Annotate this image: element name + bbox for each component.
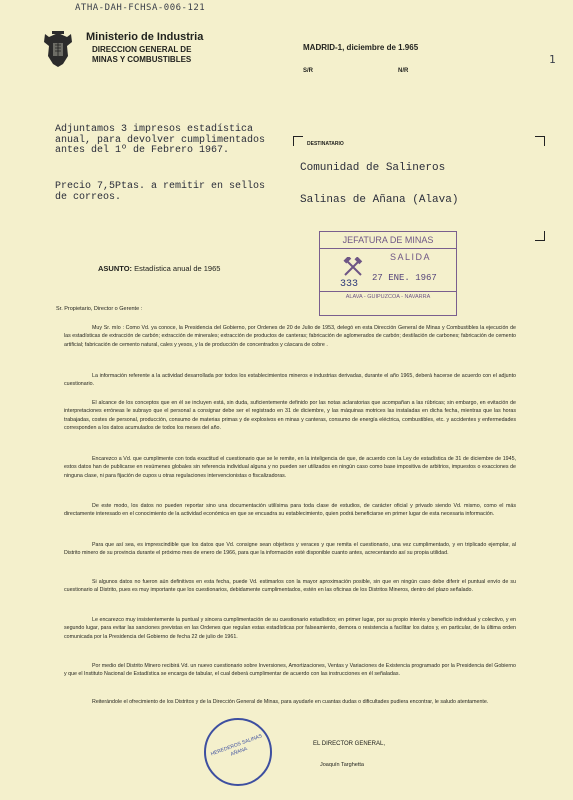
price-note-line-2: de correos.	[55, 192, 122, 203]
enclosure-note-line-2: anual, para devolver cumplimentados	[55, 134, 266, 146]
salutation: Sr. Propietario, Director o Gerente :	[56, 306, 143, 312]
seal-text: HEREDEROS SALINAS AÑANA	[210, 733, 264, 758]
archive-reference: ATHA-DAH-FCHSA-006-121	[75, 3, 206, 13]
paragraph-6: Para que así sea, es imprescindible que los datos que Vd. consigne sean objetivos y veraces y que remita el cuestionario, una vez cumplimentado, y en triplicado ejemplar, al Distrito minero de su provincia durante el próximo mes de enero de 1966, para que la información esté disponible cuanto antes, acrecentando así su propia utilidad.	[64, 542, 516, 557]
paragraph-4: Encarezco a Vd. que cumplimente con toda exactitud el cuestionario que se le remite, en la inteligencia de que, de acuerdo con la Ley de estadística de 31 de diciembre de 1945, estos datos han de publicarse en resúmenes globales sin referencia individual alguna y no pueden ser utilizados en ningún caso como base impositiva de arbitrios, impuestos o exacciones de ninguna clase, ni para fijación de cupos u otras regulaciones intervencionistas o fiscalizadoras.	[64, 456, 516, 479]
enclosure-note	[55, 125, 265, 157]
subject-label: ASUNTO:	[98, 264, 133, 273]
paragraph-5: De este modo, los datos no pueden reportar sino una documentación utilísima para toda clase de estudios, de carácter oficial y privado siendo Vd. mismo, como el más directamente interesado en el conocimiento de la actividad económica en que se encuadra su establecimiento, quien podrá beneficiarse en primer lugar de esta necesaria información.	[64, 503, 516, 518]
recipient-line-2: Salinas de Añana (Alava)	[300, 194, 459, 206]
department-line-1: DIRECCION GENERAL DE	[92, 45, 192, 54]
sr-label: S/R	[303, 68, 314, 74]
nr-label: N/R	[398, 68, 409, 74]
paragraph-9: Por medio del Distrito Minero recibirá Vd. un nuevo cuestionario sobre Inversiones, Amortizaciones, Ventas y Variaciones de Existencia programado por la Presidencia del Gobierno y que el Instituto Nacional de Estadística se encarga de tabular, el cual deberá cumplimentar de acuerdo con las instrucciones en él señaladas.	[64, 663, 516, 678]
subject-text: Estadística anual de 1965	[134, 264, 221, 273]
recipient-corner-top-left	[293, 136, 303, 146]
paragraph-10: Reiterándole el ofrecimiento de los Distritos y de la Dirección General de Minas, para ayudarle en cuantas dudas o dificultades pudiera encontrar, le saludo atentamente.	[92, 699, 489, 705]
department-line-2: MINAS Y COMBUSTIBLES	[92, 55, 192, 64]
recipient-corner-top-right	[535, 136, 545, 146]
ministry-name: Ministerio de Industria	[86, 31, 204, 43]
crossed-hammers-icon	[342, 257, 364, 277]
signatory-name: Joaquín Targhetta	[320, 762, 364, 768]
paragraph-8: Le encarezco muy insistentemente la puntual y sincera cumplimentación de su cuestionario estadístico; en primer lugar, por su propio interés y beneficio individual y colectivo, y en segundo lugar, para evitar las sanciones previstas en las Ordenes que regulan estas estadísticas por falseamiento, demora o resistencia a facilitar los datos y, en particular, de la última orden comunicada por la Presidencia del Gobierno de fecha 22 de julio de 1961.	[64, 617, 516, 640]
stamp-place: ALAVA - GUIPUZCOA - NAVARRA	[345, 294, 431, 300]
price-note	[55, 181, 265, 203]
stamp-line-1: JEFATURA DE MINAS	[342, 235, 434, 245]
subject-line	[98, 264, 220, 273]
paragraph-3: El alcance de los conceptos que en él se incluyen está, sin duda, suficientemente definido por las notas aclaratorias que acompañan a las rúbricas; sin embargo, en evitación de interpretaciones erróneas le subrayo que el personal a consignar debe ser el registrado en 31 de diciembre, y las máquinas motrices las instaladas en dicha fecha, mientras que las horas trabajadas, costes de personal, producción, consumo de materias primas y de explosivos en minas y canteras, consumo de energía eléctrica, combustibles, etc. y accidentes y enfermedades corresponden a los datos acumulados de todos los meses del año.	[64, 400, 516, 432]
signature-title: EL DIRECTOR GENERAL,	[313, 741, 386, 747]
recipient-line-1: Comunidad de Salineros	[300, 162, 446, 174]
paragraph-2: La información referente a la actividad desarrollada por todos los establecimientos mineros e industrias derivadas, durante el año 1965, deberá hacerse de acuerdo con el adjunto cuestionario.	[64, 373, 516, 388]
outgoing-stamp	[319, 231, 457, 316]
page-number: 1	[549, 53, 557, 66]
enclosure-note-line-3: antes del 1º de Febrero 1967.	[55, 145, 230, 156]
recipient-corner-bottom-right	[535, 231, 545, 241]
paragraph-1: Muy Sr. mío : Como Vd. ya conoce, la Presidencia del Gobierno, por Ordenes de 20 de Julio de 1953, delegó en esta Dirección General de Minas y Combustibles la ejecución de las estadísticas de extracción de carbón; extracción de minerales; extracción de productos de canteras; fabricación de aglomerados de carbón; destilación de carbones; fabricación de cemento artificial; fabricación de cemento natural, cales y yesos, y la de producción de concentrados y cáscara de cobre .	[64, 325, 516, 348]
stamp-line-2: SALIDA	[390, 252, 432, 262]
stamp-number: 333	[340, 279, 359, 290]
recipient-label: DESTINATARIO	[307, 141, 344, 147]
enclosure-note-line-1: Adjuntamos 3 impresos estadística	[55, 124, 254, 135]
paragraph-7: Si algunos datos no fueron aún definitivos en esta fecha, puede Vd. estimarlos con la mayor aproximación posible, sin que en ningún caso debe diferir el puntual envío de su cuestionario al Distrito, pues es muy importante que los cuestionarios, debidamente cumplimentados, estén en las oficinas de los Distritos Mineros, dentro del plazo señalado.	[64, 579, 516, 594]
letter-date: MADRID-1, diciembre de 1.965	[303, 43, 419, 52]
heirs-seal-stamp	[204, 718, 272, 786]
price-note-line-1: Precio 7,5Ptas. a remitir en sellos	[55, 181, 266, 192]
coat-of-arms-icon	[40, 30, 76, 70]
stamp-date: 27 ENE. 1967	[372, 273, 437, 283]
